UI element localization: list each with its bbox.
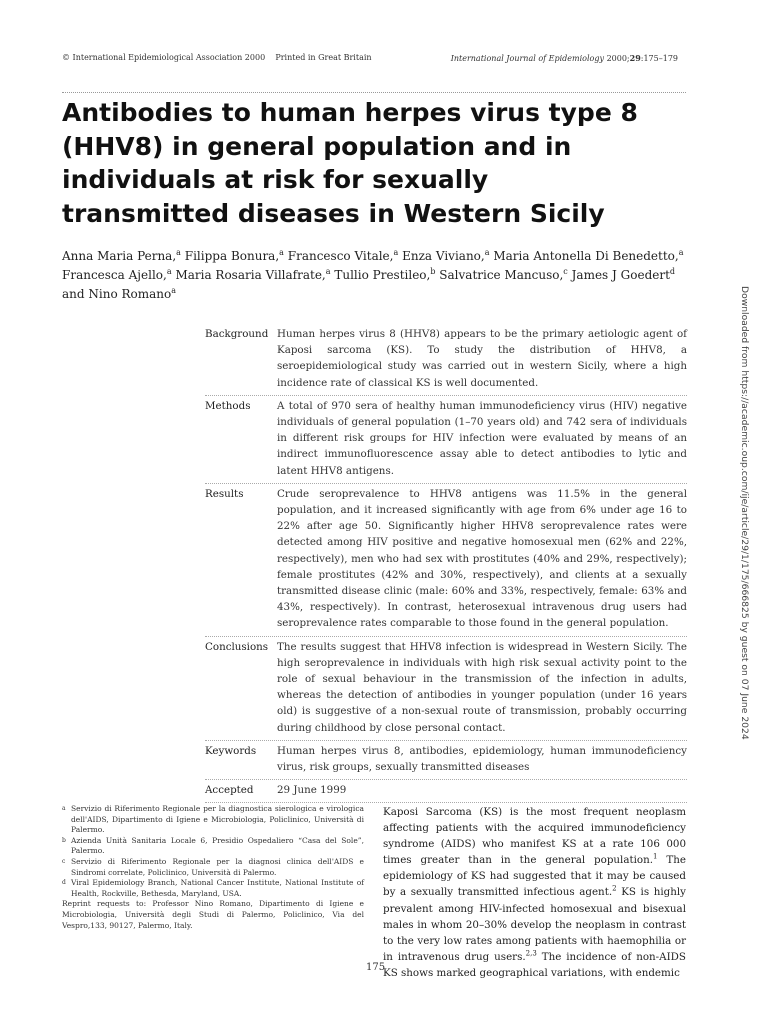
printed-text: Printed in Great Britain bbox=[275, 53, 372, 62]
body-text: The epidemiology of KS had suggested that it may be caused by a sexually transmitted infectious agent. bbox=[383, 854, 686, 899]
author-affiliation: a bbox=[484, 248, 490, 257]
abstract-results-text: Crude seroprevalence to HHV8 antigens was 11.5% in the general population, and it increased significantly with age from 6% under age 16 to 22% after age 50. Significantly higher HHV8 seroprevalence rates were detected among HIV positive and negative homosexual men (62% and 22%, respectively), men who had sex with prostitutes (40% and 29%, respectively); female prostitutes (42% and 30%, respectively), and clients at a sexually transmitted disease clinic (male: 60% and 33%, respectively, female: 63% and 43%, respectively). In contrast, heterosexual intravenous drug users had seroprevalence rates comparable to those found in the general population. bbox=[277, 487, 687, 630]
header-divider bbox=[62, 92, 686, 93]
abstract-label: Methods bbox=[205, 399, 251, 412]
footnote-mark: b bbox=[62, 836, 66, 844]
author-affiliation: a bbox=[176, 248, 181, 257]
footnote bbox=[62, 878, 364, 899]
body-text: KS is highly prevalent among HIV-infected homosexual and bisexual males in whom 20–30% develop the neoplasm in contrast to the very low rates among patients with haemophilia or in intravenous drug users. bbox=[383, 886, 686, 963]
copyright-text: © International Epidemiological Association 2000 bbox=[62, 53, 266, 62]
citation-pages: :175–179 bbox=[640, 54, 678, 63]
footnote-mark: c bbox=[62, 857, 66, 865]
author-name: Francesco Vitale, bbox=[287, 249, 394, 263]
header-copyright-line bbox=[62, 53, 372, 62]
footnote-mark: a bbox=[62, 805, 66, 812]
journal-name: International Journal of Epidemiology bbox=[450, 54, 605, 63]
author-affiliation: a bbox=[678, 248, 684, 257]
author-affiliation: d bbox=[669, 267, 676, 276]
abstract-label: Results bbox=[205, 487, 244, 500]
author-affiliation: a bbox=[325, 267, 331, 276]
footnote bbox=[62, 804, 364, 836]
abstract-row-conclusions bbox=[205, 637, 687, 741]
footnote-text: Servizio di Riferimento Regionale per la diagnosi clinica dell'AIDS e Sindromi correlate, Policlinico, Università di Palermo. bbox=[71, 856, 364, 877]
citation-volume: 29 bbox=[629, 53, 641, 63]
author-affiliation: a bbox=[166, 267, 172, 276]
author-name: Filippa Bonura, bbox=[184, 249, 280, 263]
body-paragraph bbox=[383, 804, 686, 981]
abstract-background-text: Human herpes virus 8 (HHV8) appears to be the primary aetiologic agent of Kaposi sarcoma (KS). To study the distribution of HHV8, a seroepidemiological study was carried out in western Sicily, where a high incidence rate of classical KS is well documented. bbox=[277, 328, 687, 389]
reference-marker: 2,3 bbox=[525, 949, 537, 958]
abstract-row-background bbox=[205, 324, 687, 396]
author-name: Maria Antonella Di Benedetto, bbox=[493, 249, 679, 263]
author-affiliation: b bbox=[430, 267, 436, 276]
reprint-requests: Reprint requests to: Professor Nino Romano, Dipartimento di Igiene e Microbiologia, Università degli Studi di Palermo, Policlinico, Via del Vespro,133, 90127, Palermo, Italy. bbox=[62, 899, 364, 930]
author-affiliation: a bbox=[393, 248, 399, 257]
download-watermark bbox=[740, 286, 752, 766]
abstract-methods-text: A total of 970 sera of healthy human immunodeficiency virus (HIV) negative individuals of general population (1–70 years old) and 742 sera of individuals in different risk groups for HIV infection were evaluated by means of an indirect immunofluorescence assay able to detect antibodies to lytic and latent HHV8 antigens. bbox=[277, 399, 687, 477]
author-affiliation: a bbox=[279, 248, 284, 257]
footnote-text: Azienda Unità Sanitaria Locale 6, Presidio Ospedaliero “Casa del Sole”, Palermo. bbox=[71, 835, 364, 856]
header-citation bbox=[451, 53, 678, 63]
download-watermark-text: Downloaded from https://academic.oup.com/ije/article/29/1/175/666825 by guest on 07 June 2024 bbox=[739, 286, 750, 740]
author-name: Anna Maria Perna, bbox=[62, 249, 177, 263]
abstract-row-results bbox=[205, 484, 687, 637]
author-name: James J Goedert bbox=[571, 268, 670, 282]
abstract-row-methods bbox=[205, 396, 687, 484]
article-title: Antibodies to human herpes virus type 8 (HHV8) in general population and in individuals at risk for sexually transmitted diseases in Western Sicily bbox=[62, 98, 638, 228]
author-name: Tullio Prestileo, bbox=[334, 268, 431, 282]
abstract bbox=[205, 324, 687, 803]
footnote bbox=[62, 836, 364, 857]
abstract-row-accepted bbox=[205, 780, 687, 803]
author-name: and Nino Romano bbox=[62, 287, 172, 301]
abstract-label: Accepted bbox=[205, 784, 254, 797]
body-text: Kaposi Sarcoma (KS) is the most frequent neoplasm affecting patients with the acquired immunodeficiency syndrome (AIDS) who manifest KS at a rate 106 000 times greater than in the general population. bbox=[383, 806, 686, 867]
abstract-conclusions-text: The results suggest that HHV8 infection is widespread in Western Sicily. The high seroprevalence in individuals with high risk sexual activity point to the role of sexual behaviour in the transmission of the infection in adults, whereas the detection of antibodies in younger population (under 16 years old) is suggestive of a non-sexual route of transmission, probably occurring during childhood by close personal contact. bbox=[277, 640, 687, 734]
reference-marker: 1 bbox=[653, 852, 658, 861]
author-affiliation: c bbox=[563, 267, 568, 276]
abstract-label: Background bbox=[205, 328, 269, 340]
author-name: Francesca Ajello, bbox=[62, 268, 167, 282]
footnote-text: Viral Epidemiology Branch, National Cancer Institute, National Institute of Health, Rockville, Bethesda, Maryland, USA. bbox=[71, 878, 364, 898]
abstract-accepted-text: 29 June 1999 bbox=[277, 784, 347, 797]
author-affiliation: a bbox=[171, 286, 177, 295]
abstract-label: Conclusions bbox=[205, 640, 269, 653]
footnote-mark: d bbox=[62, 879, 66, 887]
body-text: The incidence of non-AIDS KS shows marked geographical variations, with endemic bbox=[383, 950, 686, 979]
reference-marker: 2 bbox=[612, 885, 617, 894]
citation-year: 2000; bbox=[606, 54, 630, 63]
abstract-label: Keywords bbox=[205, 744, 257, 757]
footnote bbox=[62, 857, 364, 878]
author-name: Enza Viviano, bbox=[402, 249, 485, 263]
abstract-row-keywords bbox=[205, 741, 687, 780]
author-list bbox=[62, 245, 702, 302]
footnote-text: Servizio di Riferimento Regionale per la diagnostica sierologica e virologica dell'AIDS, Dipartimento di Igiene e Microbiologia, Policlinico, Università di Palermo. bbox=[71, 804, 364, 835]
author-name: Salvatrice Mancuso, bbox=[439, 268, 564, 282]
abstract-keywords-text: Human herpes virus 8, antibodies, epidemiology, human immunodeficiency virus, risk groups, sexually transmitted diseases bbox=[277, 744, 687, 774]
affiliation-footnotes bbox=[62, 804, 364, 931]
author-name: Maria Rosaria Villafrate, bbox=[175, 268, 326, 282]
page-number: 175 bbox=[366, 962, 386, 973]
